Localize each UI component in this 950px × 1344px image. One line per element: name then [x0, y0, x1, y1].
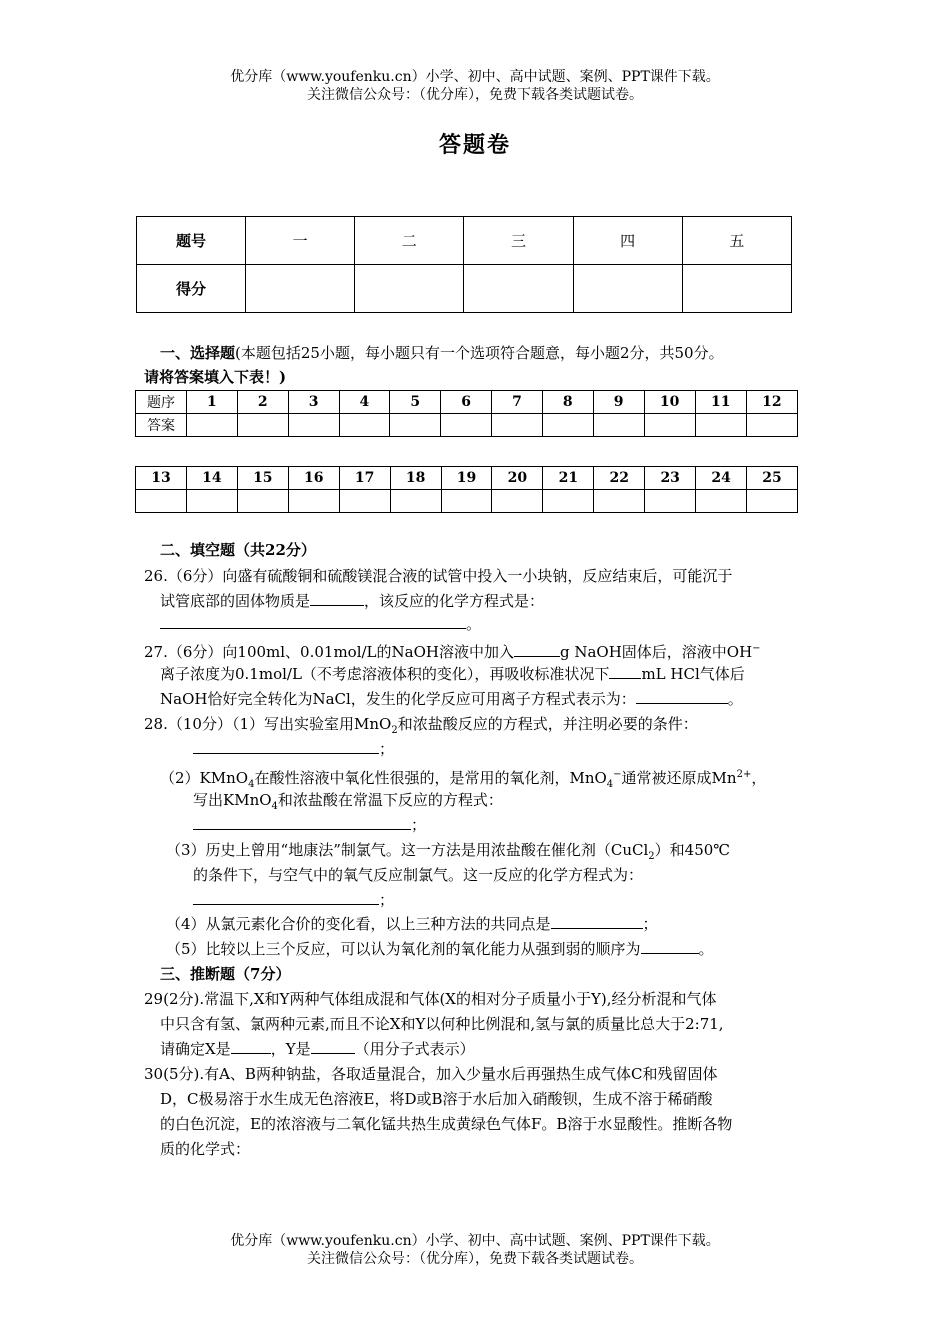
- q28-line-6: [166, 840, 730, 867]
- q29-text: ，Y是: [270, 1040, 311, 1058]
- answer-cell[interactable]: [593, 414, 644, 437]
- q26-text: ，该反应的化学方程式是：: [364, 592, 545, 610]
- q-number: 21: [543, 467, 594, 490]
- answer-cell[interactable]: [492, 414, 543, 437]
- q28-sub: 4: [606, 779, 614, 790]
- score-table: [136, 216, 792, 313]
- score-cell[interactable]: [246, 265, 355, 313]
- q-number: 8: [542, 391, 593, 414]
- q27-text: mL HCl气体后: [641, 665, 745, 683]
- footer-line-2: 关注微信公众号：（优分库），免费下载各类试题试卷。: [307, 1251, 643, 1267]
- q28-text: ；: [411, 816, 427, 834]
- q27-text: 。: [727, 690, 743, 708]
- score-col-1: 一: [246, 217, 355, 265]
- section1-heading-line: [160, 343, 724, 363]
- q-number: 20: [492, 467, 543, 490]
- score-col-5: 五: [682, 217, 791, 265]
- answer-cell[interactable]: [695, 414, 746, 437]
- answer-cell[interactable]: [492, 490, 543, 513]
- answer-cell[interactable]: [339, 490, 390, 513]
- section1-desc: (本题包括25小题，每小题只有一个选项符合题意，每小题2分，共50分。: [235, 344, 724, 362]
- q28-blank-1[interactable]: [193, 739, 379, 754]
- score-label-score: 得分: [137, 265, 246, 313]
- answer-cell[interactable]: [441, 490, 492, 513]
- answer-label-q: 题序: [136, 391, 187, 414]
- q28-line-8: [193, 890, 394, 910]
- q-number: 19: [441, 467, 492, 490]
- q27-blank-1[interactable]: [514, 642, 560, 657]
- q27-text: 27.（6分）向100ml、0.01mol/L的NaOH溶液中加入: [144, 643, 514, 661]
- q-number: 6: [441, 391, 492, 414]
- answer-table-1-numbers: [136, 391, 798, 414]
- q28-text: 和浓盐酸在常温下反应的方程式：: [277, 791, 503, 809]
- score-cell[interactable]: [464, 265, 573, 313]
- q28-sub: 4: [271, 801, 278, 812]
- q-number: 7: [492, 391, 543, 414]
- q28-line-1: [144, 714, 698, 741]
- q27-text: g NaOH固体后，溶液中OH: [559, 643, 753, 661]
- answer-cell[interactable]: [237, 490, 288, 513]
- q28-line-9: [166, 914, 658, 934]
- q28-line-7: 的条件下，与空气中的氧气反应制氯气。这一反应的化学方程式为：: [193, 866, 644, 884]
- q28-blank-5[interactable]: [641, 939, 699, 954]
- answer-cell[interactable]: [390, 490, 441, 513]
- answer-cell[interactable]: [186, 414, 237, 437]
- q27-text: 离子浓度为0.1mol/L（不考虑溶液体积的变化），再吸收标准状况下: [160, 665, 610, 683]
- q27-line-2: [160, 664, 745, 684]
- q26-blank-1[interactable]: [310, 591, 364, 606]
- q30-line-2: D，C极易溶于水生成无色溶液E，将D或B溶于水后加入硝酸钡，生成不溶于稀硝酸: [160, 1090, 713, 1108]
- score-label-number: 题号: [137, 217, 246, 265]
- q28-text: ）和450℃: [654, 841, 731, 859]
- q28-sub: 2: [648, 851, 655, 862]
- q28-text: ；: [642, 915, 658, 933]
- q28-blank-2[interactable]: [193, 815, 411, 830]
- q-number: 12: [746, 391, 797, 414]
- q28-line-10: [166, 939, 714, 959]
- q27-blank-2[interactable]: [609, 664, 641, 679]
- q-number: 11: [695, 391, 746, 414]
- q-number: 3: [288, 391, 339, 414]
- q28-sup: −: [613, 769, 622, 780]
- q28-text: ，: [751, 769, 767, 787]
- answer-cell[interactable]: [542, 414, 593, 437]
- q-number: 2: [237, 391, 288, 414]
- q28-text: 和浓盐酸反应的方程式，并注明必要的条件：: [397, 715, 698, 733]
- section3-heading: 三、推断题（7分）: [160, 965, 291, 983]
- q-number: 15: [237, 467, 288, 490]
- q28-sup: 2+: [736, 769, 752, 780]
- header-line-2: 关注微信公众号：（优分库），免费下载各类试题试卷。: [307, 87, 643, 103]
- q30-line-4: 质的化学式：: [160, 1140, 251, 1158]
- q29-line-2: 中只含有氢、氯两种元素,而且不论X和Y以何种比例混和,氢与氯的质量比总大于2:71,: [160, 1015, 724, 1033]
- q28-text: ；: [379, 740, 395, 758]
- q27-text: NaOH恰好完全转化为NaCl，发生的化学反应可用离子方程式表示为：: [160, 690, 636, 708]
- q28-text: 。: [698, 940, 714, 958]
- score-col-3: 三: [464, 217, 573, 265]
- q26-blank-2[interactable]: [160, 614, 466, 629]
- answer-cell[interactable]: [136, 490, 187, 513]
- q-number: 24: [696, 467, 747, 490]
- q26-text: 。: [466, 615, 482, 633]
- answer-table-2: [135, 466, 798, 513]
- header-line-1: 优分库（www.youfenku.cn）小学、初中、高中试题、案例、PPT课件下载。: [230, 69, 720, 85]
- footer-line-1: 优分库（www.youfenku.cn）小学、初中、高中试题、案例、PPT课件下载。: [230, 1233, 720, 1249]
- q-number: 22: [594, 467, 645, 490]
- q28-text: （3）历史上曾用“地康法”制氯气。这一方法是用浓盐酸在催化剂（CuCl: [166, 841, 649, 859]
- answer-cell[interactable]: [696, 490, 747, 513]
- answer-cell[interactable]: [237, 414, 288, 437]
- q27-sup: −: [752, 643, 761, 654]
- q28-sub: 4: [248, 779, 255, 790]
- section1-heading: 一、选择题: [160, 344, 236, 362]
- q-number: 14: [186, 467, 237, 490]
- answer-cell[interactable]: [186, 490, 237, 513]
- answer-table-2-answers: [136, 490, 798, 513]
- q-number: 23: [645, 467, 696, 490]
- q-number: 9: [593, 391, 644, 414]
- q28-text: ；: [379, 891, 395, 909]
- q26-text: 试管底部的固体物质是: [160, 592, 311, 610]
- answer-cell[interactable]: [644, 414, 695, 437]
- score-table-row-header: [137, 217, 792, 265]
- answer-cell[interactable]: [594, 490, 645, 513]
- q28-blank-3[interactable]: [193, 890, 379, 905]
- answer-table-2-numbers: [136, 467, 798, 490]
- answer-cell[interactable]: [441, 414, 492, 437]
- q-number: 5: [390, 391, 441, 414]
- q-number: 1: [186, 391, 237, 414]
- score-col-4: 四: [573, 217, 682, 265]
- answer-table-1-answers: [136, 414, 798, 437]
- q28-line-2: [193, 739, 394, 759]
- answer-cell[interactable]: [746, 414, 797, 437]
- q28-line-4: [193, 790, 503, 817]
- q28-blank-4[interactable]: [551, 914, 643, 929]
- q29-text: （用分子式表示）: [354, 1040, 475, 1058]
- q28-text: 通常被还原成Mn: [621, 769, 737, 787]
- score-table-row-score: [137, 265, 792, 313]
- section2-heading: 二、填空题（共22分）: [160, 541, 316, 559]
- q28-text: 在酸性溶液中氧化性很强的，是常用的氧化剂，MnO: [254, 769, 607, 787]
- q28-sub: 2: [391, 725, 398, 736]
- answer-cell[interactable]: [339, 414, 390, 437]
- q28-text: （4）从氯元素化合价的变化看，以上三种方法的共同点是: [166, 915, 551, 933]
- answer-label-a: 答案: [136, 414, 187, 437]
- q26-line-1: 26.（6分）向盛有硫酸铜和硫酸镁混合液的试管中投入一小块钠，反应结束后，可能沉于: [144, 567, 733, 585]
- answer-cell[interactable]: [747, 490, 798, 513]
- q29-blank-x[interactable]: [231, 1039, 271, 1054]
- q-number: 25: [747, 467, 798, 490]
- q26-line-3: [160, 614, 481, 634]
- q30-line-3: 的白色沉淀，E的浓溶液与二氧化锰共热生成黄绿色气体F。B溶于水显酸性。推断各物: [160, 1115, 733, 1133]
- answer-cell[interactable]: [543, 490, 594, 513]
- q27-line-1: [144, 639, 761, 662]
- answer-cell[interactable]: [288, 490, 339, 513]
- q-number: 10: [644, 391, 695, 414]
- q-number: 18: [390, 467, 441, 490]
- score-col-2: 二: [355, 217, 464, 265]
- q29-blank-y[interactable]: [311, 1039, 355, 1054]
- q28-line-5: [193, 815, 426, 835]
- q28-text: （5）比较以上三个反应，可以认为氧化剂的氧化能力从强到弱的顺序为: [166, 940, 641, 958]
- answer-cell[interactable]: [645, 490, 696, 513]
- q-number: 17: [339, 467, 390, 490]
- q29-line-3: [160, 1039, 475, 1059]
- q26-line-2: [160, 591, 544, 611]
- page-title: 答题卷: [438, 132, 511, 158]
- score-cell[interactable]: [573, 265, 682, 313]
- answer-cell[interactable]: [288, 414, 339, 437]
- q27-line-3: [160, 689, 743, 709]
- answer-cell[interactable]: [390, 414, 441, 437]
- q29-line-1: 29(2分).常温下,X和Y两种气体组成混和气体(X的相对分子质量小于Y),经分析混和气体: [144, 990, 717, 1008]
- answer-table-1: [135, 390, 798, 437]
- q28-text: 28.（10分）（1）写出实验室用MnO: [144, 715, 392, 733]
- q30-line-1: 30(5分).有A、B两种钠盐，各取适量混合，加入少量水后再强热生成气体C和残留固体: [144, 1065, 718, 1083]
- q-number: 13: [136, 467, 187, 490]
- q-number: 16: [288, 467, 339, 490]
- score-cell[interactable]: [355, 265, 464, 313]
- score-cell[interactable]: [682, 265, 791, 313]
- q29-text: 请确定X是: [160, 1040, 231, 1058]
- q-number: 4: [339, 391, 390, 414]
- section1-desc2: 请将答案填入下表！): [144, 368, 287, 386]
- q27-blank-3[interactable]: [636, 689, 728, 704]
- q28-text: 写出KMnO: [193, 791, 272, 809]
- q28-text: （2）KMnO: [160, 769, 249, 787]
